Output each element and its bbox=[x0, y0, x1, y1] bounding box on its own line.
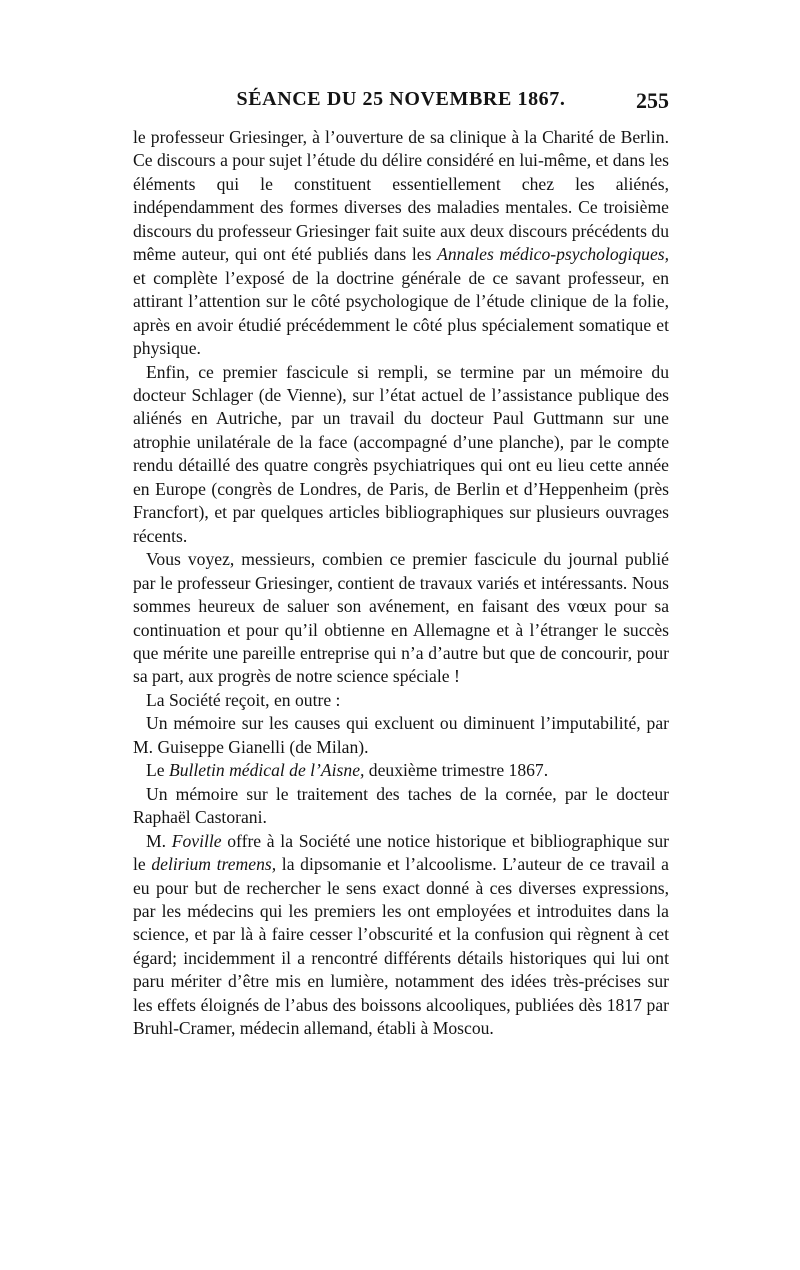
text-run: deuxième trimestre 1867. bbox=[364, 760, 549, 781]
journal-title: Bulletin médical de l’Aisne, bbox=[168, 760, 365, 781]
running-title: SÉANCE DU 25 NOVEMBRE 1867. bbox=[236, 88, 566, 110]
text-run: Enfin, ce premier fascicule si rempli, se termine par un mémoire du docteur Schlager (de Vienne), sur l’état actuel de l’assistance publique des aliénés en Autriche, par un travail du docteur Paul Guttmann sur une atrophie unilatérale de la face (accompagné d’une planche), par le compte rendu détaillé des quatre congrès psychiatriques qui ont eu lieu cette année en Europe (congrès de Londres, de Paris, de Berlin et d’Heppenheim (près Francfort), et par quelques articles bibliographiques sur plusieurs ouvrages récents. bbox=[133, 361, 669, 546]
paragraph bbox=[133, 759, 669, 782]
latin-term: delirium tremens, bbox=[151, 854, 277, 875]
text-run: Vous voyez, messieurs, combien ce premier fascicule du journal publié par le professeur Griesinger, contient de travaux variés et intéressants. Nous sommes heureux de saluer son avénement, en faisant des vœux pour sa continuation et pour qu’il obtienne en Allemagne et à l’étranger le succès que mérite une pareille entreprise qui n’a d’autre but que de concourir, pour sa part, aux progrès de notre science spéciale ! bbox=[133, 549, 669, 687]
text-run: M. bbox=[146, 830, 172, 851]
text-run: la dipsomanie et l’alcoolisme. L’auteur de ce travail a eu pour but de rechercher le sens exact donné à ces diverses expressions, par les médecins qui les premiers les ont employées et introduites dans la science, et par là à faire cesser l’obscurité et la confusion qui règnent à cet égard; incidemment il a rencontré différents détails historiques qui lui ont paru mériter d’être mis en lumière, notamment des idées très-précises sur les effets éloignés de l’abus des boissons alcooliques, publiées dès 1817 par Bruhl-Cramer, médecin allemand, établi à Moscou. bbox=[133, 854, 669, 1039]
text-run: et complète l’exposé de la doctrine générale de ce savant professeur, en attirant l’attention sur le côté psychologique de l’étude clinique de la folie, après en avoir étudié précédemment le côté plus spécialement somatique et physique. bbox=[133, 267, 669, 359]
text-run: La Société reçoit, en outre : bbox=[146, 689, 341, 710]
paragraph bbox=[133, 712, 669, 759]
paragraph bbox=[133, 689, 669, 712]
paragraph bbox=[133, 548, 669, 689]
text-run: le professeur Griesinger, à l’ouverture de sa clinique à la Charité de Berlin. Ce discours a pour sujet l’étude du délire considéré en lui-même, et dans les éléments qui le constituent essentiellement chez les aliénés, indépendamment des formes diverses des maladies mentales. Ce troisième discours du professeur Griesinger fait suite aux deux discours précédents du même auteur, qui ont été publiés dans les bbox=[133, 127, 669, 265]
text-run: Le bbox=[146, 760, 169, 781]
text-run: offre à la Société une notice historique et bibliographique sur le bbox=[133, 830, 669, 875]
running-head bbox=[133, 88, 669, 118]
text-run: Un mémoire sur le traitement des taches de la cornée, par le docteur Raphaël Castorani. bbox=[133, 783, 669, 828]
paragraph-continuation bbox=[133, 126, 669, 361]
paragraph bbox=[133, 361, 669, 549]
page-number: 255 bbox=[636, 88, 669, 113]
body-text bbox=[133, 126, 669, 1041]
paragraph bbox=[133, 830, 669, 1041]
text-run: Un mémoire sur les causes qui excluent ou diminuent l’imputabilité, par M. Guiseppe Gianelli (de Milan). bbox=[133, 713, 669, 757]
journal-title: Annales médico-psychologiques, bbox=[437, 244, 669, 265]
paragraph bbox=[133, 783, 669, 830]
person-name: Foville bbox=[171, 830, 222, 851]
